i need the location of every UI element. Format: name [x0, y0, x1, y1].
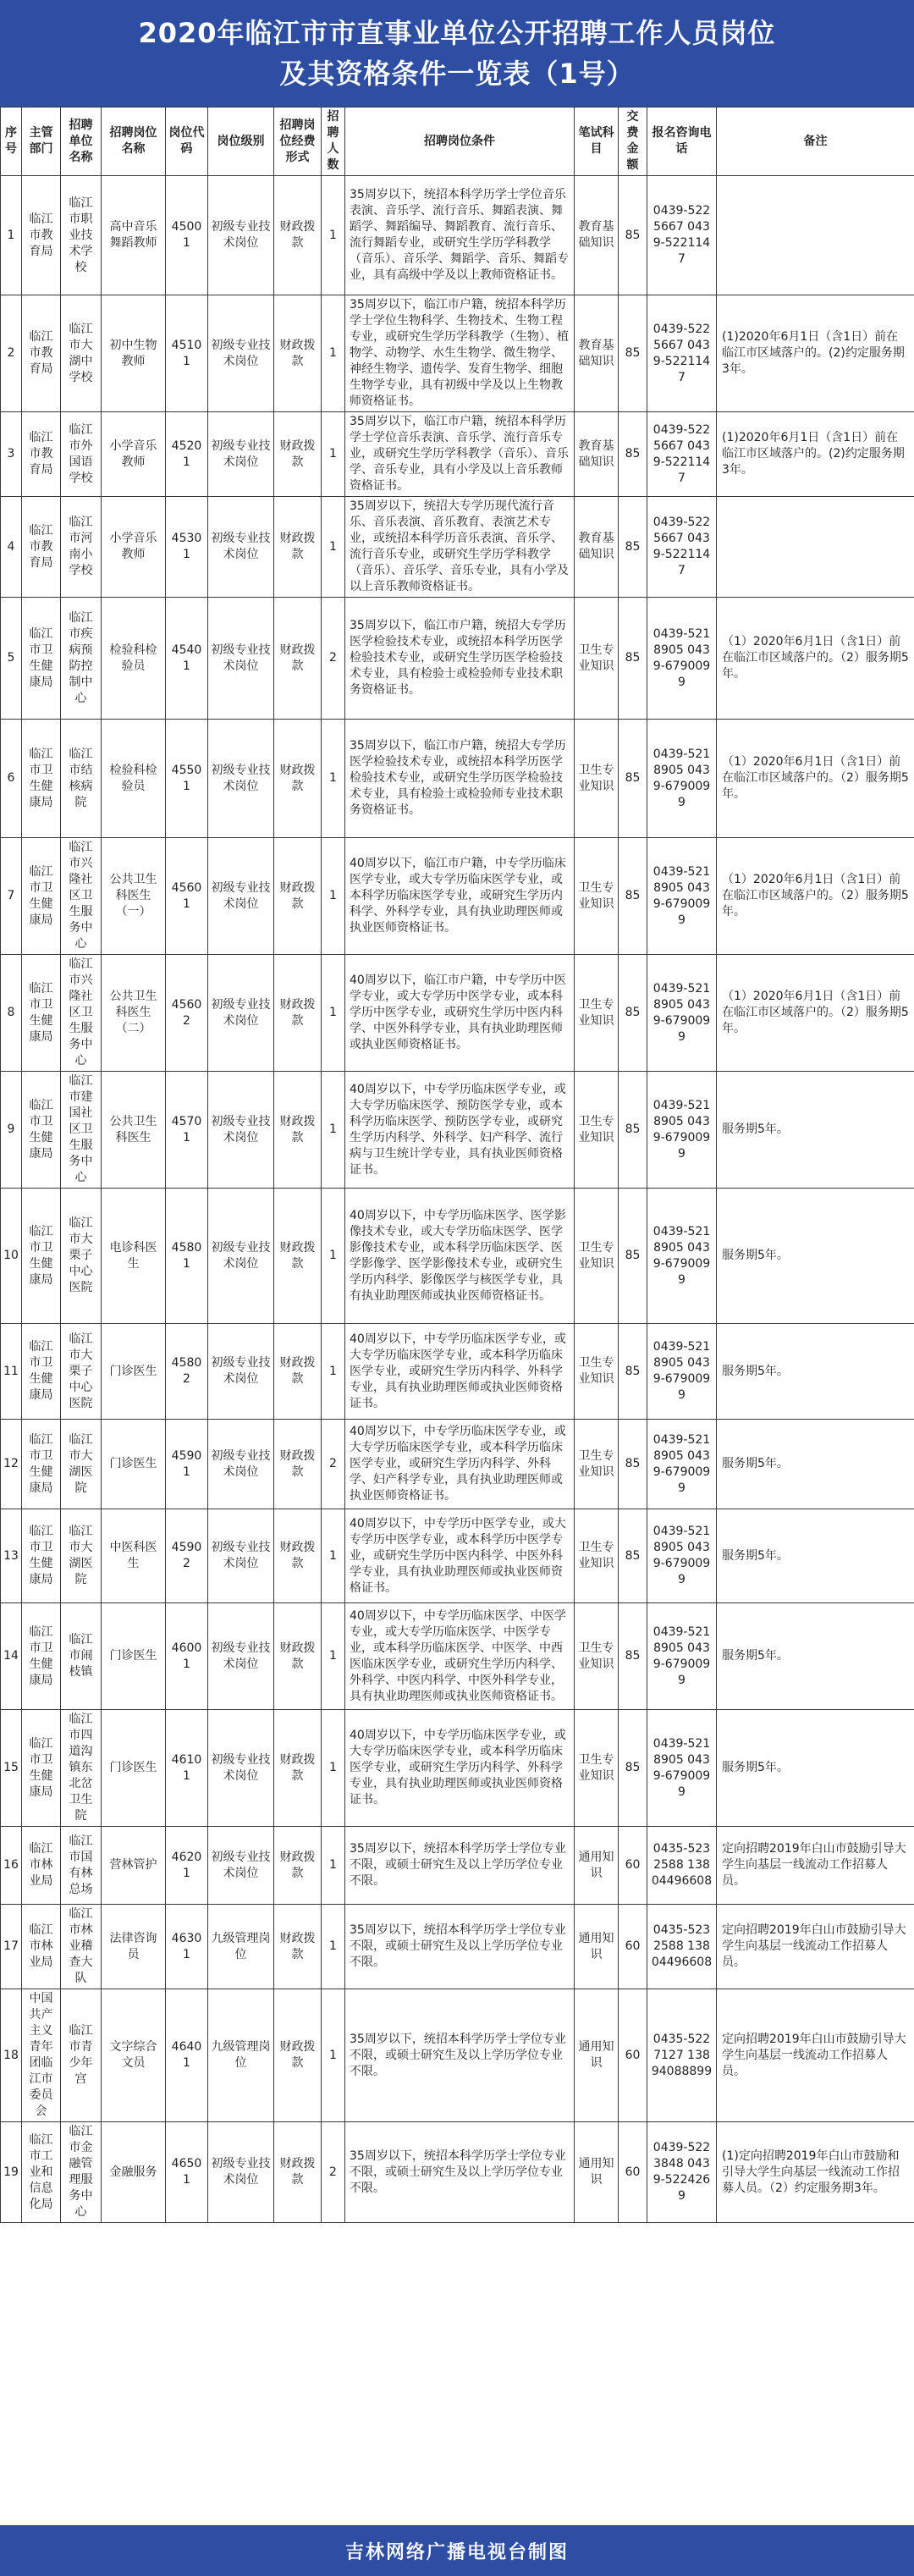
cell-exam: 通用知识: [575, 1827, 619, 1905]
table-row: [1, 1072, 914, 1189]
cell-fee: 60: [619, 2122, 647, 2223]
col-header-fee: 交费金额: [619, 108, 647, 176]
cell-num: 1: [322, 176, 345, 295]
cell-unit: 临江市兴隆社区卫生服务中心: [61, 838, 102, 955]
cell-exam: 卫生专业知识: [575, 1189, 619, 1324]
cell-note: [717, 497, 914, 598]
table-row: [1, 412, 914, 497]
cell-unit: 临江市兴隆社区卫生服务中心: [61, 955, 102, 1072]
cell-post: 门诊医生: [102, 1603, 166, 1710]
cell-note: 服务期5年。: [717, 1072, 914, 1189]
cell-no: 15: [1, 1710, 22, 1827]
cell-level: 初级专业技术岗位: [208, 598, 274, 720]
cell-post: 公共卫生科医生: [102, 1072, 166, 1189]
table-row: [1, 1710, 914, 1827]
cell-fee: 60: [619, 1827, 647, 1905]
cell-cond: 40周岁以下，临江市户籍，中专学历中医学专业，或大专学历中医学专业，或本科学历中医学专业，或研究生学历中医内科学、中医外科学专业，具有执业助理医师或执业医师资格证书。: [345, 955, 575, 1072]
cell-level: 初级专业技术岗位: [208, 1420, 274, 1509]
cell-cond: 40周岁以下，中专学历中医学专业，或大专学历中医学专业，或本科学历中医学专业，或研究生学历中医内科学、中医外科学专业，具有执业助理医师或执业医师资格证书。: [345, 1509, 575, 1603]
cell-exam: 卫生专业知识: [575, 1072, 619, 1189]
cell-no: 11: [1, 1324, 22, 1420]
cell-no: 8: [1, 955, 22, 1072]
table-row: [1, 598, 914, 720]
table-row: [1, 720, 914, 838]
cell-dept: 临江市教育局: [22, 295, 61, 412]
cell-level: 初级专业技术岗位: [208, 1072, 274, 1189]
cell-dept: 临江市卫生健康局: [22, 1324, 61, 1420]
cell-phone: 0439-5218905 0439-6790099: [647, 1189, 717, 1324]
cell-code: 45401: [166, 598, 208, 720]
cell-exam: 卫生专业知识: [575, 598, 619, 720]
cell-unit: 临江市疾病预防控制中心: [61, 598, 102, 720]
cell-note: (1)2020年6月1日（含1日）前在临江市区域落户的。(2)约定服务期3年。: [717, 295, 914, 412]
cell-unit: 临江市金融管理服务中心: [61, 2122, 102, 2223]
cell-post: 文字综合文员: [102, 1989, 166, 2122]
cell-num: 2: [322, 598, 345, 720]
cell-fund: 财政拨款: [274, 412, 322, 497]
cell-num: 1: [322, 720, 345, 838]
table-row: [1, 1989, 914, 2122]
cell-post: 高中音乐舞蹈教师: [102, 176, 166, 295]
cell-note: 服务期5年。: [717, 1710, 914, 1827]
cell-phone: 0435-5227127 13894088899: [647, 1989, 717, 2122]
cell-phone: 0439-5218905 0439-6790099: [647, 1710, 717, 1827]
cell-code: 45501: [166, 720, 208, 838]
table-row: [1, 497, 914, 598]
cell-num: 1: [322, 838, 345, 955]
cell-unit: 临江市大湖医院: [61, 1509, 102, 1603]
cell-post: 公共卫生科医生（二）: [102, 955, 166, 1072]
cell-cond: 35周岁以下，统招大专学历现代流行音乐、音乐表演、音乐教育、表演艺术专业，或统招本科学历音乐表演、音乐学、流行音乐专业，或研究生学历学科教学（音乐）、音乐学、音乐专业，具有小学及以上音乐教师资格证书。: [345, 497, 575, 598]
cell-num: 2: [322, 1420, 345, 1509]
cell-code: 46001: [166, 1603, 208, 1710]
cell-level: 初级专业技术岗位: [208, 838, 274, 955]
cell-exam: 卫生专业知识: [575, 955, 619, 1072]
cell-dept: 临江市卫生健康局: [22, 1509, 61, 1603]
cell-code: 45001: [166, 176, 208, 295]
cell-num: 1: [322, 1603, 345, 1710]
col-header-fund: 招聘岗位经费形式: [274, 108, 322, 176]
cell-num: 1: [322, 1072, 345, 1189]
cell-no: 19: [1, 2122, 22, 2223]
cell-code: 45701: [166, 1072, 208, 1189]
cell-cond: 40周岁以下，中专学历临床医学专业，或大专学历临床医学专业，或本科学历临床医学专业，或研究生学历内科学、外科学、妇产科学专业，具有执业助理医师或执业医师资格证书。: [345, 1420, 575, 1509]
col-header-unit: 招聘单位名称: [61, 108, 102, 176]
cell-num: 1: [322, 497, 345, 598]
cell-num: 1: [322, 1905, 345, 1989]
cell-no: 5: [1, 598, 22, 720]
cell-no: 16: [1, 1827, 22, 1905]
cell-dept: 临江市卫生健康局: [22, 720, 61, 838]
cell-unit: 临江市大栗子中心医院: [61, 1324, 102, 1420]
cell-post: 电诊科医生: [102, 1189, 166, 1324]
cell-code: 45802: [166, 1324, 208, 1420]
cell-dept: 临江市教育局: [22, 176, 61, 295]
table-row: [1, 1827, 914, 1905]
col-header-code: 岗位代码: [166, 108, 208, 176]
cell-exam: 通用知识: [575, 1905, 619, 1989]
table-header-row: [1, 108, 914, 176]
cell-code: 45301: [166, 497, 208, 598]
cell-num: 1: [322, 1710, 345, 1827]
cell-phone: 0439-5218905 0439-6790099: [647, 598, 717, 720]
cell-code: 46201: [166, 1827, 208, 1905]
cell-unit: 临江市大湖中学校: [61, 295, 102, 412]
col-header-phone: 报名咨询电话: [647, 108, 717, 176]
cell-exam: 卫生专业知识: [575, 1420, 619, 1509]
cell-note: 服务期5年。: [717, 1509, 914, 1603]
cell-fee: 85: [619, 497, 647, 598]
cell-unit: 临江市大栗子中心医院: [61, 1189, 102, 1324]
cell-dept: 临江市教育局: [22, 497, 61, 598]
cell-code: 45801: [166, 1189, 208, 1324]
cell-no: 9: [1, 1072, 22, 1189]
cell-no: 10: [1, 1189, 22, 1324]
cell-cond: 35周岁以下，临江市户籍，统招本科学历学士学位音乐表演、音乐学、流行音乐专业，或研究生学历学科教学（音乐）、音乐学、音乐专业，具有小学及以上音乐教师资格证书。: [345, 412, 575, 497]
table-row: [1, 1905, 914, 1989]
cell-code: 45101: [166, 295, 208, 412]
cell-code: 45902: [166, 1509, 208, 1603]
cell-level: 初级专业技术岗位: [208, 176, 274, 295]
cell-unit: 临江市四道沟镇东北岔卫生院: [61, 1710, 102, 1827]
table-row: [1, 2122, 914, 2223]
cell-unit: 临江市外国语学校: [61, 412, 102, 497]
cell-no: 4: [1, 497, 22, 598]
cell-level: 初级专业技术岗位: [208, 1603, 274, 1710]
cell-level: 九级管理岗位: [208, 1989, 274, 2122]
cell-fee: 85: [619, 1324, 647, 1420]
footer-credit: 吉林网络广播电视台制图: [0, 2525, 914, 2576]
table-row: [1, 1603, 914, 1710]
table-row: [1, 176, 914, 295]
cell-fee: 60: [619, 1905, 647, 1989]
table-row: [1, 1509, 914, 1603]
cell-level: 初级专业技术岗位: [208, 1710, 274, 1827]
cell-level: 初级专业技术岗位: [208, 295, 274, 412]
table-row: [1, 955, 914, 1072]
cell-phone: 0439-5223848 0439-5224269: [647, 2122, 717, 2223]
cell-exam: 卫生专业知识: [575, 720, 619, 838]
cell-no: 3: [1, 412, 22, 497]
cell-note: （1）2020年6月1日（含1日）前在临江市区域落户的。（2）服务期5年。: [717, 720, 914, 838]
cell-code: 46301: [166, 1905, 208, 1989]
cell-num: 1: [322, 955, 345, 1072]
cell-post: 中医科医生: [102, 1509, 166, 1603]
cell-note: 服务期5年。: [717, 1324, 914, 1420]
cell-code: 46101: [166, 1710, 208, 1827]
cell-exam: 通用知识: [575, 1989, 619, 2122]
cell-cond: 40周岁以下，中专学历临床医学、医学影像技术专业，或大专学历临床医学、医学影像技术专业，或本科学历临床医学、医学影像学、医学影像技术专业，或研究生学历内科学、影像医学与核医学专业，具有执业助理医师或执业医师资格证书。: [345, 1189, 575, 1324]
cell-note: 定向招聘2019年白山市鼓励引导大学生向基层一线流动工作招募人员。: [717, 1989, 914, 2122]
cell-exam: 通用知识: [575, 2122, 619, 2223]
cell-code: 45901: [166, 1420, 208, 1509]
cell-dept: 中国共产主义青年团临江市委员会: [22, 1989, 61, 2122]
cell-fee: 85: [619, 1710, 647, 1827]
cell-dept: 临江市卫生健康局: [22, 598, 61, 720]
cell-phone: 0439-5218905 0439-6790099: [647, 838, 717, 955]
cell-phone: 0439-5225667 0439-5221147: [647, 497, 717, 598]
cell-level: 九级管理岗位: [208, 1905, 274, 1989]
cell-unit: 临江市林业稽查大队: [61, 1905, 102, 1989]
cell-post: 检验科检验员: [102, 598, 166, 720]
cell-no: 13: [1, 1509, 22, 1603]
cell-exam: 教育基础知识: [575, 295, 619, 412]
cell-note: 定向招聘2019年白山市鼓励引导大学生向基层一线流动工作招募人员。: [717, 1827, 914, 1905]
cell-fund: 财政拨款: [274, 295, 322, 412]
cell-cond: 40周岁以下，中专学历临床医学、中医学专业，或大专学历临床医学、中医学专业，或本科学历临床医学、中医学、中西医临床医学专业，或研究生学历内科学、外科学、中医内科学、中医外科学专业，具有执业助理医师或执业医师资格证书。: [345, 1603, 575, 1710]
cell-code: 46401: [166, 1989, 208, 2122]
cell-num: 1: [322, 1189, 345, 1324]
cell-fund: 财政拨款: [274, 598, 322, 720]
cell-exam: 教育基础知识: [575, 497, 619, 598]
cell-note: 定向招聘2019年白山市鼓励引导大学生向基层一线流动工作招募人员。: [717, 1905, 914, 1989]
cell-exam: 卫生专业知识: [575, 1509, 619, 1603]
cell-fund: 财政拨款: [274, 1189, 322, 1324]
col-header-cond: 招聘岗位条件: [345, 108, 575, 176]
cell-post: 法律咨询员: [102, 1905, 166, 1989]
cell-no: 6: [1, 720, 22, 838]
cell-dept: 临江市卫生健康局: [22, 1420, 61, 1509]
cell-phone: 0439-5218905 0439-6790099: [647, 1324, 717, 1420]
col-header-note: 备注: [717, 108, 914, 176]
cell-post: 门诊医生: [102, 1324, 166, 1420]
cell-unit: 临江市大湖医院: [61, 1420, 102, 1509]
cell-exam: 教育基础知识: [575, 412, 619, 497]
cell-fund: 财政拨款: [274, 955, 322, 1072]
cell-fund: 财政拨款: [274, 1710, 322, 1827]
cell-unit: 临江市职业技术学校: [61, 176, 102, 295]
cell-num: 1: [322, 1827, 345, 1905]
cell-cond: 35周岁以下，临江市户籍，统招大专学历医学检验技术专业，或统招本科学历医学检验技术专业，或研究生学历医学检验技术专业，具有检验士或检验师专业技术职务资格证书。: [345, 598, 575, 720]
cell-fund: 财政拨款: [274, 838, 322, 955]
cell-cond: 35周岁以下，临江市户籍，统招大专学历医学检验技术专业，或统招本科学历医学检验技术专业，或研究生学历医学检验技术专业，具有检验士或检验师专业技术职务资格证书。: [345, 720, 575, 838]
page-title-line2: 及其资格条件一览表（1号）: [279, 58, 635, 90]
cell-phone: 0439-5218905 0439-6790099: [647, 720, 717, 838]
cell-level: 初级专业技术岗位: [208, 1827, 274, 1905]
cell-note: (1)定向招聘2019年白山市鼓励和引导大学生向基层一线流动工作招募人员。（2）约定服务期3年。: [717, 2122, 914, 2223]
cell-exam: 卫生专业知识: [575, 1603, 619, 1710]
cell-fee: 85: [619, 1603, 647, 1710]
cell-phone: 0439-5218905 0439-6790099: [647, 1072, 717, 1189]
cell-level: 初级专业技术岗位: [208, 955, 274, 1072]
cell-fee: 85: [619, 1420, 647, 1509]
cell-fund: 财政拨款: [274, 2122, 322, 2223]
cell-fee: 85: [619, 838, 647, 955]
cell-cond: 40周岁以下，中专学历临床医学专业，或大专学历临床医学专业，或本科学历临床医学专业，或研究生学历内科学、外科学专业，具有执业助理医师或执业医师资格证书。: [345, 1710, 575, 1827]
cell-level: 初级专业技术岗位: [208, 1509, 274, 1603]
cell-num: 1: [322, 1324, 345, 1420]
cell-note: (1)2020年6月1日（含1日）前在临江市区域落户的。(2)约定服务期3年。: [717, 412, 914, 497]
cell-dept: 临江市教育局: [22, 412, 61, 497]
cell-fee: 85: [619, 955, 647, 1072]
cell-exam: 卫生专业知识: [575, 838, 619, 955]
cell-note: （1）2020年6月1日（含1日）前在临江市区域落户的。（2）服务期5年。: [717, 955, 914, 1072]
cell-num: 1: [322, 412, 345, 497]
cell-code: 45601: [166, 838, 208, 955]
cell-phone: 0439-5218905 0439-6790099: [647, 1509, 717, 1603]
cell-level: 初级专业技术岗位: [208, 412, 274, 497]
cell-unit: 临江市结核病院: [61, 720, 102, 838]
cell-phone: 0435-5232588 13804496608: [647, 1827, 717, 1905]
cell-unit: 临江市闹枝镇: [61, 1603, 102, 1710]
cell-note: （1）2020年6月1日（含1日）前在临江市区域落户的。（2）服务期5年。: [717, 598, 914, 720]
col-header-no: 序号: [1, 108, 22, 176]
table-row: [1, 838, 914, 955]
cell-phone: 0439-5225667 0439-5221147: [647, 295, 717, 412]
cell-fee: 85: [619, 295, 647, 412]
cell-no: 2: [1, 295, 22, 412]
table-row: [1, 1324, 914, 1420]
cell-note: （1）2020年6月1日（含1日）前在临江市区域落户的。（2）服务期5年。: [717, 838, 914, 955]
cell-post: 公共卫生科医生（一）: [102, 838, 166, 955]
cell-code: 46501: [166, 2122, 208, 2223]
cell-cond: 35周岁以下，统招本科学历学士学位专业不限，或硕士研究生及以上学历学位专业不限。: [345, 1905, 575, 1989]
recruitment-table: [0, 107, 914, 2223]
cell-fund: 财政拨款: [274, 1420, 322, 1509]
cell-fund: 财政拨款: [274, 1905, 322, 1989]
cell-cond: 35周岁以下，统招本科学历学士学位专业不限，或硕士研究生及以上学历学位专业不限。: [345, 1989, 575, 2122]
cell-no: 17: [1, 1905, 22, 1989]
cell-fee: 85: [619, 1189, 647, 1324]
cell-fee: 85: [619, 598, 647, 720]
cell-fee: 60: [619, 1989, 647, 2122]
cell-cond: 35周岁以下，统招本科学历学士学位专业不限，或硕士研究生及以上学历学位专业不限。: [345, 1827, 575, 1905]
cell-phone: 0439-5218905 0439-6790099: [647, 1603, 717, 1710]
cell-unit: 临江市河南小学校: [61, 497, 102, 598]
col-header-exam: 笔试科目: [575, 108, 619, 176]
cell-no: 7: [1, 838, 22, 955]
col-header-post: 招聘岗位名称: [102, 108, 166, 176]
cell-phone: 0439-5218905 0439-6790099: [647, 1420, 717, 1509]
cell-unit: 临江市青少年宫: [61, 1989, 102, 2122]
cell-dept: 临江市卫生健康局: [22, 1072, 61, 1189]
cell-fee: 85: [619, 412, 647, 497]
cell-num: 1: [322, 1509, 345, 1603]
cell-exam: 卫生专业知识: [575, 1710, 619, 1827]
cell-dept: 临江市卫生健康局: [22, 1710, 61, 1827]
col-header-dept: 主管部门: [22, 108, 61, 176]
cell-level: 初级专业技术岗位: [208, 497, 274, 598]
cell-cond: 40周岁以下，中专学历临床医学专业，或大专学历临床医学专业，或本科学历临床医学专业，或研究生学历内科学、外科学专业，具有执业助理医师或执业医师资格证书。: [345, 1324, 575, 1420]
table-row: [1, 1189, 914, 1324]
cell-phone: 0435-5232588 13804496608: [647, 1905, 717, 1989]
title-banner: [0, 0, 914, 107]
cell-dept: 临江市卫生健康局: [22, 1603, 61, 1710]
cell-cond: 40周岁以下，中专学历临床医学专业，或大专学历临床医学、预防医学专业，或本科学历临床医学、预防医学专业，或研究生学历内科学、外科学、妇产科学、流行病与卫生统计学专业，具有执业医师资格证书。: [345, 1072, 575, 1189]
cell-no: 18: [1, 1989, 22, 2122]
cell-num: 2: [322, 2122, 345, 2223]
cell-level: 初级专业技术岗位: [208, 720, 274, 838]
page-title-line1: 2020年临江市市直事业单位公开招聘工作人员岗位: [138, 17, 776, 49]
cell-fund: 财政拨款: [274, 1509, 322, 1603]
cell-phone: 0439-5225667 0439-5221147: [647, 176, 717, 295]
cell-no: 12: [1, 1420, 22, 1509]
cell-cond: 35周岁以下，临江市户籍，统招本科学历学士学位生物科学、生物技术、生物工程专业，或研究生学历学科教学（生物）、植物学、动物学、水生生物学、微生物学、神经生物学、遗传学、发育生物学、细胞生物学专业，具有初级中学及以上生物教师资格证书。: [345, 295, 575, 412]
cell-cond: 40周岁以下，临江市户籍，中专学历临床医学专业，或大专学历临床医学专业，或本科学历临床医学专业，或研究生学历内科学、外科学专业，具有执业助理医师或执业医师资格证书。: [345, 838, 575, 955]
cell-fee: 85: [619, 720, 647, 838]
cell-no: 14: [1, 1603, 22, 1710]
col-header-level: 岗位级别: [208, 108, 274, 176]
cell-level: 初级专业技术岗位: [208, 2122, 274, 2223]
cell-post: 小学音乐教师: [102, 412, 166, 497]
cell-post: 检验科检验员: [102, 720, 166, 838]
cell-dept: 临江市卫生健康局: [22, 1189, 61, 1324]
cell-exam: 卫生专业知识: [575, 1324, 619, 1420]
cell-phone: 0439-5225667 0439-5221147: [647, 412, 717, 497]
cell-note: 服务期5年。: [717, 1189, 914, 1324]
cell-unit: 临江市国有林总场: [61, 1827, 102, 1905]
cell-unit: 临江市建国社区卫生服务中心: [61, 1072, 102, 1189]
cell-no: 1: [1, 176, 22, 295]
cell-fund: 财政拨款: [274, 1989, 322, 2122]
cell-fee: 85: [619, 176, 647, 295]
cell-code: 45602: [166, 955, 208, 1072]
cell-dept: 临江市卫生健康局: [22, 955, 61, 1072]
col-header-num: 招聘人数: [322, 108, 345, 176]
cell-post: 初中生物教师: [102, 295, 166, 412]
cell-note: [717, 176, 914, 295]
cell-post: 营林管护: [102, 1827, 166, 1905]
cell-dept: 临江市林业局: [22, 1827, 61, 1905]
cell-fee: 85: [619, 1509, 647, 1603]
cell-post: 门诊医生: [102, 1420, 166, 1509]
cell-dept: 临江市卫生健康局: [22, 838, 61, 955]
cell-cond: 35周岁以下，统招本科学历学士学位专业不限，或硕士研究生及以上学历学位专业不限。: [345, 2122, 575, 2223]
cell-fund: 财政拨款: [274, 176, 322, 295]
cell-num: 1: [322, 295, 345, 412]
cell-phone: 0439-5218905 0439-6790099: [647, 955, 717, 1072]
cell-fee: 85: [619, 1072, 647, 1189]
cell-post: 金融服务: [102, 2122, 166, 2223]
table-row: [1, 295, 914, 412]
cell-level: 初级专业技术岗位: [208, 1324, 274, 1420]
cell-dept: 临江市工业和信息化局: [22, 2122, 61, 2223]
cell-note: 服务期5年。: [717, 1603, 914, 1710]
cell-fund: 财政拨款: [274, 1827, 322, 1905]
cell-fund: 财政拨款: [274, 497, 322, 598]
cell-note: 服务期5年。: [717, 1420, 914, 1509]
cell-cond: 35周岁以下，统招本科学历学士学位音乐表演、音乐学、流行音乐、舞蹈表演、舞蹈学、舞蹈编导、舞蹈教育、流行音乐、流行舞蹈专业，或研究生学历学科教学（音乐）、音乐学、舞蹈学、音乐、舞蹈专业，具有高级中学及以上教师资格证书。: [345, 176, 575, 295]
cell-num: 1: [322, 1989, 345, 2122]
cell-exam: 教育基础知识: [575, 176, 619, 295]
cell-level: 初级专业技术岗位: [208, 1189, 274, 1324]
table-row: [1, 1420, 914, 1509]
cell-code: 45201: [166, 412, 208, 497]
cell-fund: 财政拨款: [274, 1324, 322, 1420]
cell-fund: 财政拨款: [274, 720, 322, 838]
cell-post: 小学音乐教师: [102, 497, 166, 598]
cell-post: 门诊医生: [102, 1710, 166, 1827]
cell-fund: 财政拨款: [274, 1072, 322, 1189]
cell-dept: 临江市林业局: [22, 1905, 61, 1989]
cell-fund: 财政拨款: [274, 1603, 322, 1710]
